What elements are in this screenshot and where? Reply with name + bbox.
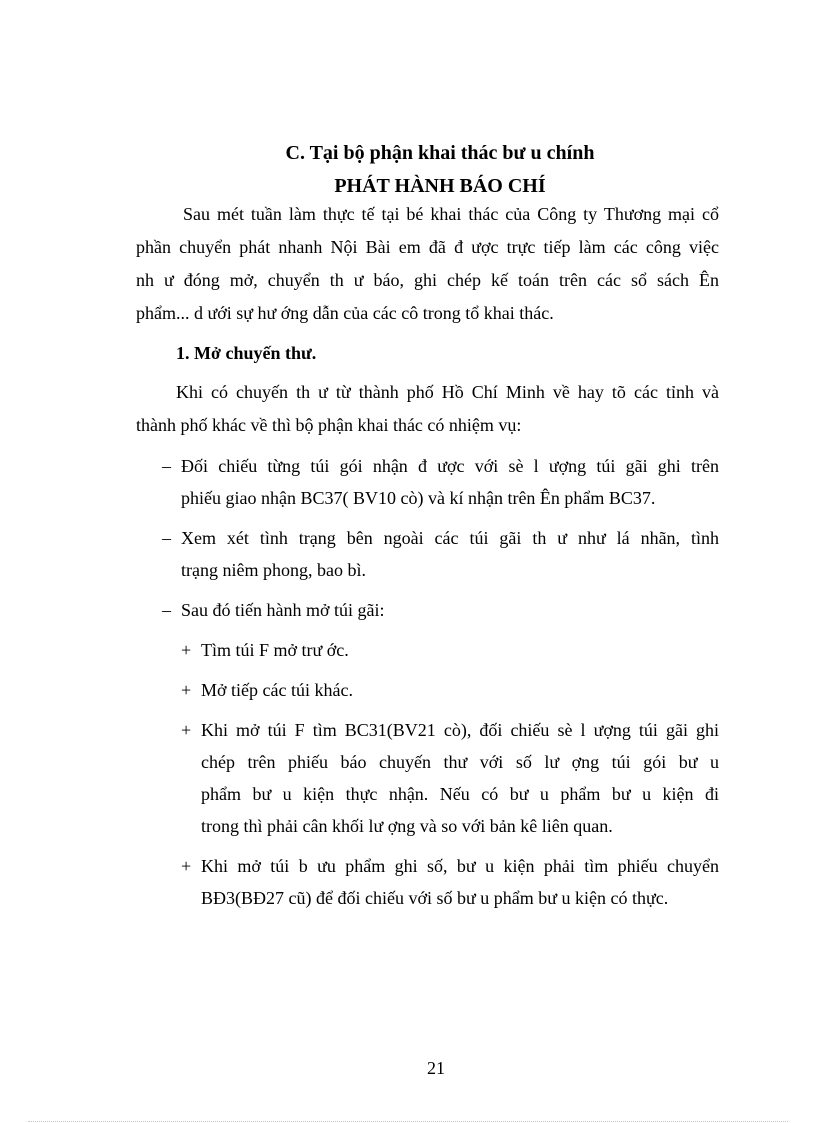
plus-item-line: Khi mở túi F tìm BC31(BV21 cò), đối chiếu sè l ượng túi gãi ghi	[201, 720, 719, 740]
dash-bullet: –	[162, 528, 171, 548]
section-intro-line: thành phố khác về thì bộ phận khai thác có nhiệm vụ:	[136, 415, 522, 435]
plus-item-line: BĐ3(BĐ27 cũ) để đối chiếu với số bư u phẩm bư u kiện có thực.	[201, 888, 669, 908]
dash-bullet: –	[162, 456, 171, 476]
plus-item-line: Tìm túi F mở trư ớc.	[201, 640, 349, 660]
plus-bullet: +	[181, 856, 192, 876]
heading-line1: C. Tại bộ phận khai thác bư u chính	[285, 142, 595, 164]
page-number: 21	[427, 1058, 445, 1078]
dash-bullet: –	[162, 600, 171, 620]
dash-item-line: Sau đó tiến hành mở túi gãi:	[181, 600, 385, 620]
dash-item-line: Xem xét tình trạng bên ngoài các túi gãi th ư như lá nhãn, tình	[181, 528, 719, 548]
intro-line: Sau mét tuần làm thực tế tại bé khai thác của Công ty Thương mại cổ	[183, 204, 719, 224]
intro-line: phẩm... d ưới sự hư ớng dẫn của các cô trong tổ khai thác.	[136, 303, 554, 323]
section-intro-line: Khi có chuyến th ư từ thành phố Hồ Chí Minh về hay tõ các tỉnh và	[176, 382, 719, 402]
dash-item-line: trạng niêm phong, bao bì.	[181, 560, 366, 580]
plus-item-line: phẩm bư u kiện thực nhận. Nếu có bư u phẩm bư u kiện đi	[201, 784, 719, 804]
intro-line: phần chuyển phát nhanh Nội Bài em đã đ ược trực tiếp làm các công việc	[136, 237, 719, 257]
plus-bullet: +	[181, 720, 192, 740]
plus-item-line: Mở tiếp các túi khác.	[201, 680, 353, 700]
heading-line2: PHÁT HÀNH BÁO CHÍ	[334, 175, 546, 197]
plus-item-line: chép trên phiếu báo chuyến thư với số lư ợng túi gói bư u	[201, 752, 719, 772]
plus-bullet: +	[181, 640, 192, 660]
dash-item-line: Đối chiếu từng túi gói nhận đ ược với sè l ượng túi gãi ghi trên	[181, 456, 719, 476]
section-title: 1. Mở chuyến thư.	[176, 343, 317, 363]
plus-item-line: Khi mở túi b ưu phẩm ghi số, bư u kiện phải tìm phiếu chuyển	[201, 856, 719, 876]
plus-bullet: +	[181, 680, 192, 700]
footer-rule	[28, 1121, 788, 1122]
dash-item-line: phiếu giao nhận BC37( BV10 cò) và kí nhận trên Ên phẩm BC37.	[181, 488, 656, 508]
intro-line: nh ư đóng mở, chuyển th ư báo, ghi chép kế toán trên các sổ sách Ên	[136, 270, 719, 290]
plus-item-line: trong thì phải cân khối lư ợng và so với bản kê liên quan.	[201, 816, 613, 836]
